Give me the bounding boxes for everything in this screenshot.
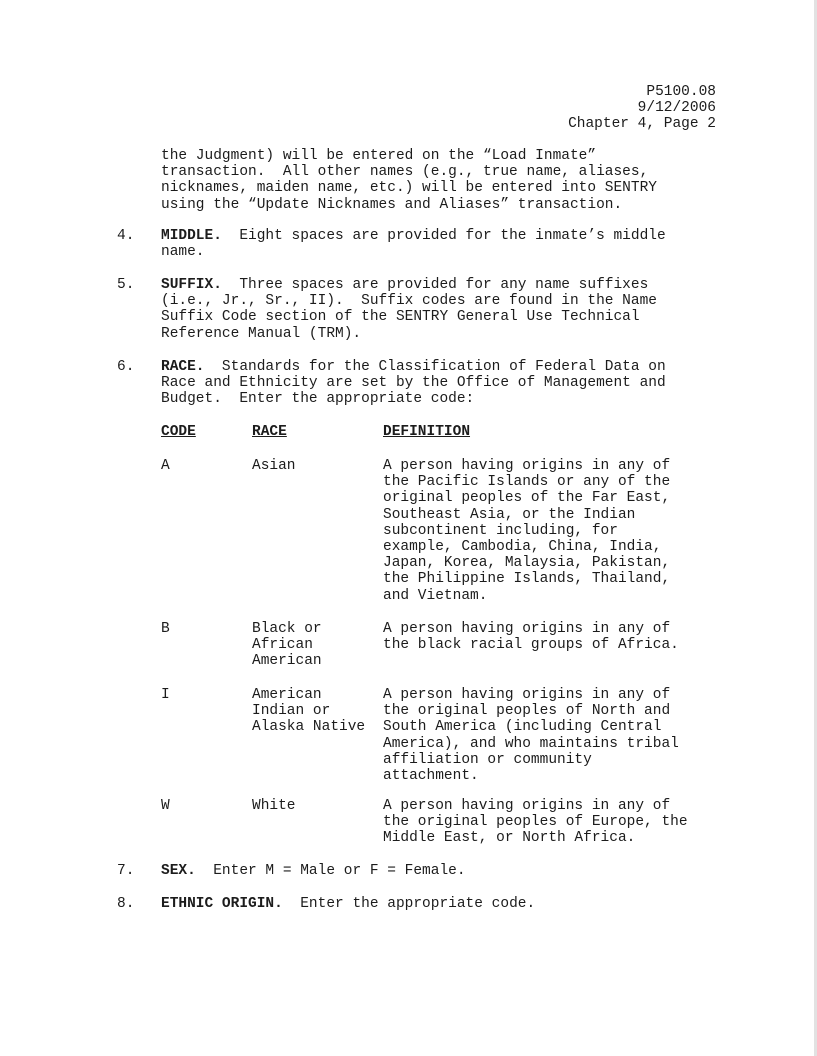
- item-number: 8.: [117, 896, 135, 912]
- item-body: [161, 896, 535, 912]
- race-code: W: [161, 798, 170, 814]
- intro-line: the Judgment) will be entered on the “Load Inmate”: [161, 148, 597, 164]
- item-body: [161, 863, 466, 879]
- chapter-page: Chapter 4, Page 2: [568, 116, 716, 133]
- item-number: 4.: [117, 228, 135, 244]
- item-text: Standards for the Classification of Federal Data on: [204, 359, 666, 375]
- item-text: Eight spaces are provided for the inmate’s middle: [221, 228, 666, 244]
- race-name: Black or African American: [252, 621, 322, 670]
- item-text: Enter M = Male or F = Female.: [195, 863, 466, 879]
- race-definition: A person having origins in any of the original peoples of Europe, the Middle East, or North Africa.: [383, 798, 688, 847]
- intro-line: nicknames, maiden name, etc.) will be entered into SENTRY: [161, 180, 657, 197]
- item-label: SUFFIX.: [161, 277, 222, 293]
- item-body: [161, 228, 666, 260]
- page-header: [568, 84, 716, 133]
- intro-line: transaction. All other names (e.g., true name, aliases,: [161, 164, 649, 181]
- document-id: P5100.08: [646, 84, 716, 100]
- column-header-definition: DEFINITION: [383, 424, 471, 440]
- item-label: MIDDLE.: [161, 228, 222, 244]
- item-label: SEX.: [161, 863, 196, 879]
- race-definition: A person having origins in any of the original peoples of North and South America (including Central America), and who maintains tribal affiliation or community attachment.: [383, 687, 679, 785]
- item-label: RACE.: [161, 359, 205, 375]
- item-number: 5.: [117, 277, 135, 293]
- document-date: 9/12/2006: [637, 100, 716, 117]
- item-body: [161, 359, 666, 408]
- item-number: 6.: [117, 359, 135, 375]
- item-text: Enter the appropriate code.: [282, 896, 536, 912]
- race-code: A: [161, 458, 170, 474]
- race-name: Asian: [252, 458, 296, 474]
- intro-paragraph: [161, 148, 721, 213]
- item-text-continued: name.: [161, 244, 205, 261]
- race-definition: A person having origins in any of the Pacific Islands or any of the original peoples of the Far East, Southeast Asia, or the Indian subcontinent including, for example, Cambodia, China, India, Japan, Korea, Malaysia, Pakistan, the Philippine Islands, Thailand, and Vietnam.: [383, 458, 671, 604]
- intro-line: using the “Update Nicknames and Aliases” transaction.: [161, 196, 623, 213]
- race-definition: A person having origins in any of the black racial groups of Africa.: [383, 621, 679, 654]
- item-body: [161, 277, 657, 342]
- item-number: 7.: [117, 863, 135, 879]
- column-header-race: RACE: [252, 424, 287, 440]
- race-name: White: [252, 798, 296, 814]
- item-text-continued: Race and Ethnicity are set by the Office of Management and Budget. Enter the appropriate code:: [161, 375, 666, 408]
- item-text-continued: (i.e., Jr., Sr., II). Suffix codes are found in the Name Suffix Code section of the SENTRY General Use Technical Reference Manual (TRM).: [161, 293, 657, 342]
- item-text: Three spaces are provided for any name suffixes: [221, 277, 649, 293]
- race-code: I: [161, 687, 170, 703]
- race-code: B: [161, 621, 170, 637]
- race-name: American Indian or Alaska Native: [252, 687, 366, 736]
- item-label: ETHNIC ORIGIN.: [161, 896, 283, 912]
- column-header-code: CODE: [161, 424, 196, 440]
